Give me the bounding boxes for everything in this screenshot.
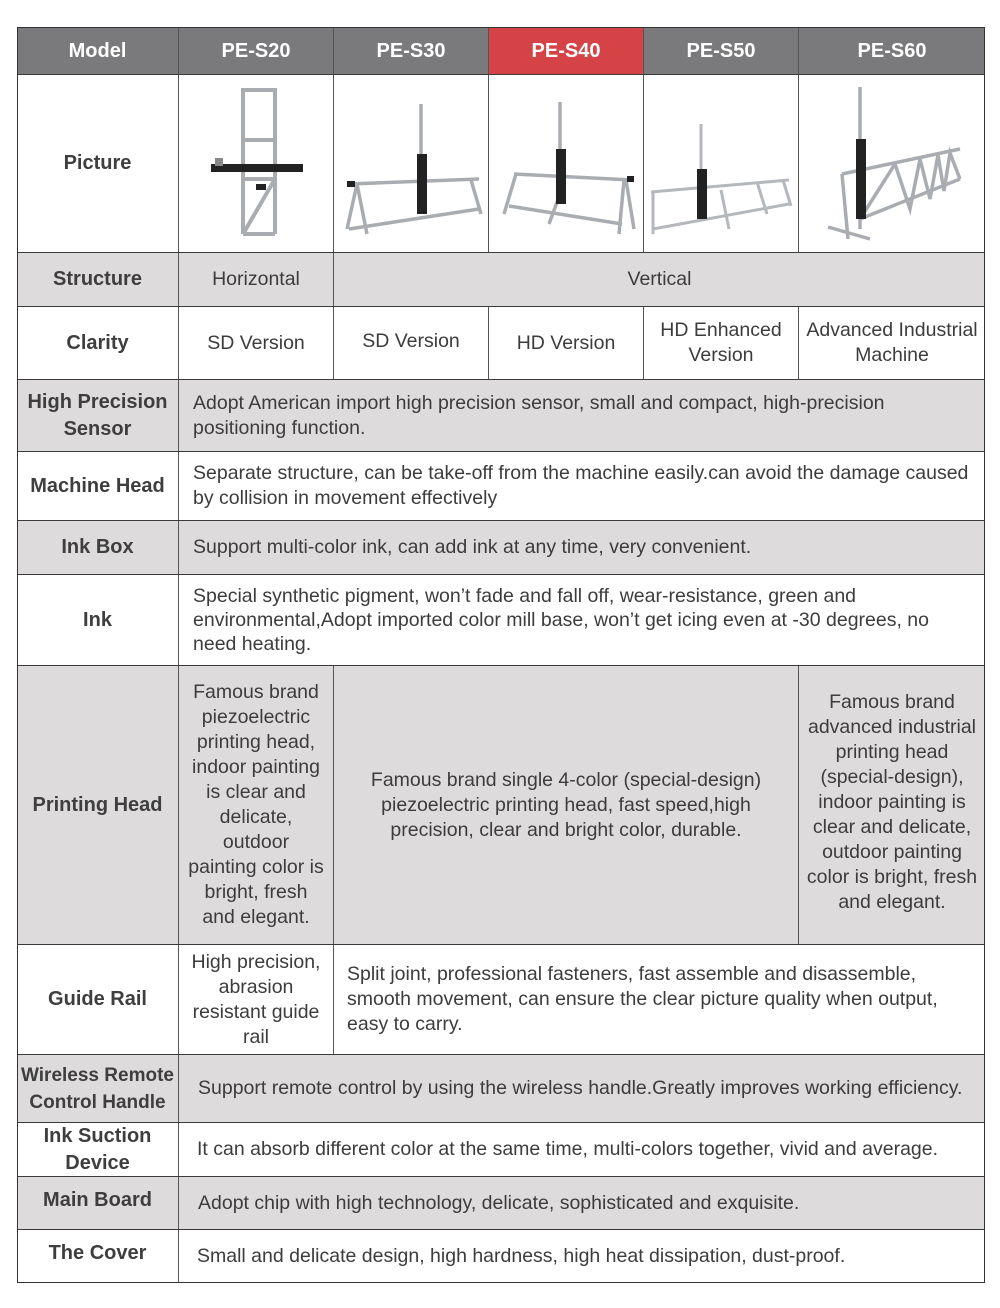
- model-pe-s50: PE-S50: [643, 28, 798, 74]
- printing-head-row: [17, 666, 985, 945]
- wireless-remote-description: Support remote control by using the wireless handle.Greatly improves working efficiency.: [178, 1055, 985, 1122]
- main-board-label: Main Board: [43, 1189, 152, 1211]
- sensor-label: High Precision Sensor: [27, 390, 168, 440]
- printing-head-pe-s30-s50: Famous brand single 4-color (special-design) piezoelectric printing head, fast speed,high precision, clear and bright color, durable.: [333, 666, 798, 944]
- picture-label: Picture: [63, 152, 132, 174]
- sensor-description: Adopt American import high precision sensor, small and compact, high-precision positioning function.: [178, 380, 985, 451]
- clarity-pe-s40: HD Version: [488, 307, 643, 379]
- ink-box-description: Support multi-color ink, can add ink at any time, very convenient.: [178, 521, 985, 574]
- printing-head-pe-s20: Famous brand piezoelectric printing head, indoor painting is clear and delicate, outdoor painting color is bright, fresh and elegant.: [178, 666, 333, 944]
- wireless-remote-row: [17, 1055, 985, 1123]
- ink-row: [17, 575, 985, 666]
- ink-box-row: [17, 521, 985, 575]
- ink-suction-description: It can absorb different color at the same time, multi-colors together, vivid and average.: [178, 1123, 985, 1176]
- clarity-row: [17, 307, 985, 380]
- pe-s30-image: [333, 75, 488, 252]
- header-row: [17, 28, 985, 75]
- guide-rail-row: [17, 945, 985, 1055]
- ink-box-label: Ink Box: [61, 536, 134, 558]
- clarity-label: Clarity: [66, 331, 129, 354]
- guide-rail-pe-s20: High precision, abrasion resistant guide rail: [178, 945, 333, 1054]
- guide-rail-label: Guide Rail: [48, 988, 147, 1010]
- structure-row: [17, 253, 985, 307]
- printing-head-pe-s60: Famous brand advanced industrial printing head (special-design), indoor painting is clear and delicate, outdoor painting color is bright, fresh and elegant.: [798, 666, 985, 944]
- main-board-description: Adopt chip with high technology, delicate, sophisticated and exquisite.: [178, 1177, 985, 1229]
- printer-horizontal-frame-icon: [201, 84, 311, 244]
- pe-s20-image: [178, 75, 333, 252]
- main-board-row: [17, 1177, 985, 1230]
- printing-head-label: Printing Head: [32, 793, 163, 816]
- printer-vertical-truss-rail-icon: [820, 79, 965, 249]
- printer-vertical-rail-icon: [339, 84, 484, 244]
- ink-description: Special synthetic pigment, won’t fade and fall off, wear-resistance, green and environmental,Adopt imported color mill base, won’t get icing even at -30 degrees, no need heating.: [178, 575, 985, 665]
- cover-label: The Cover: [48, 1242, 147, 1264]
- structure-horizontal: Horizontal: [178, 253, 333, 306]
- cover-row: [17, 1230, 985, 1283]
- pe-s40-image: [488, 75, 643, 252]
- machine-head-label: Machine Head: [30, 474, 165, 497]
- model-header: Model: [68, 39, 127, 62]
- structure-vertical: Vertical: [333, 253, 985, 306]
- clarity-pe-s50: HD Enhanced Version: [643, 307, 798, 379]
- ink-suction-row: [17, 1123, 985, 1177]
- picture-row: [17, 75, 985, 253]
- printer-vertical-rail-icon: [494, 84, 639, 244]
- clarity-pe-s20: SD Version: [178, 307, 333, 379]
- sensor-row: [17, 380, 985, 452]
- printer-vertical-long-rail-icon: [649, 84, 794, 244]
- structure-label: Structure: [53, 268, 142, 290]
- clarity-pe-s60: Advanced Industrial Machine: [798, 307, 985, 379]
- pe-s60-image: [798, 75, 985, 252]
- ink-label: Ink: [83, 608, 112, 631]
- machine-head-description: Separate structure, can be take-off from the machine easily.can avoid the damage caused by collision in movement effectively: [178, 452, 985, 520]
- model-pe-s30: PE-S30: [333, 28, 488, 74]
- model-pe-s60: PE-S60: [798, 28, 985, 74]
- wireless-remote-label: Wireless Remote Control Handle: [21, 1064, 174, 1113]
- machine-head-row: [17, 452, 985, 521]
- cover-description: Small and delicate design, high hardness, high heat dissipation, dust-proof.: [178, 1230, 985, 1282]
- pe-s50-image: [643, 75, 798, 252]
- guide-rail-pe-s30-s60: Split joint, professional fasteners, fast assemble and disassemble, smooth movement, can ensure the clear picture quality when output, easy to carry.: [333, 945, 985, 1054]
- model-pe-s40-highlighted: PE-S40: [488, 28, 643, 74]
- ink-suction-label: Ink Suction Device: [43, 1124, 152, 1174]
- clarity-pe-s30: SD Version: [333, 307, 488, 379]
- model-pe-s20: PE-S20: [178, 28, 333, 74]
